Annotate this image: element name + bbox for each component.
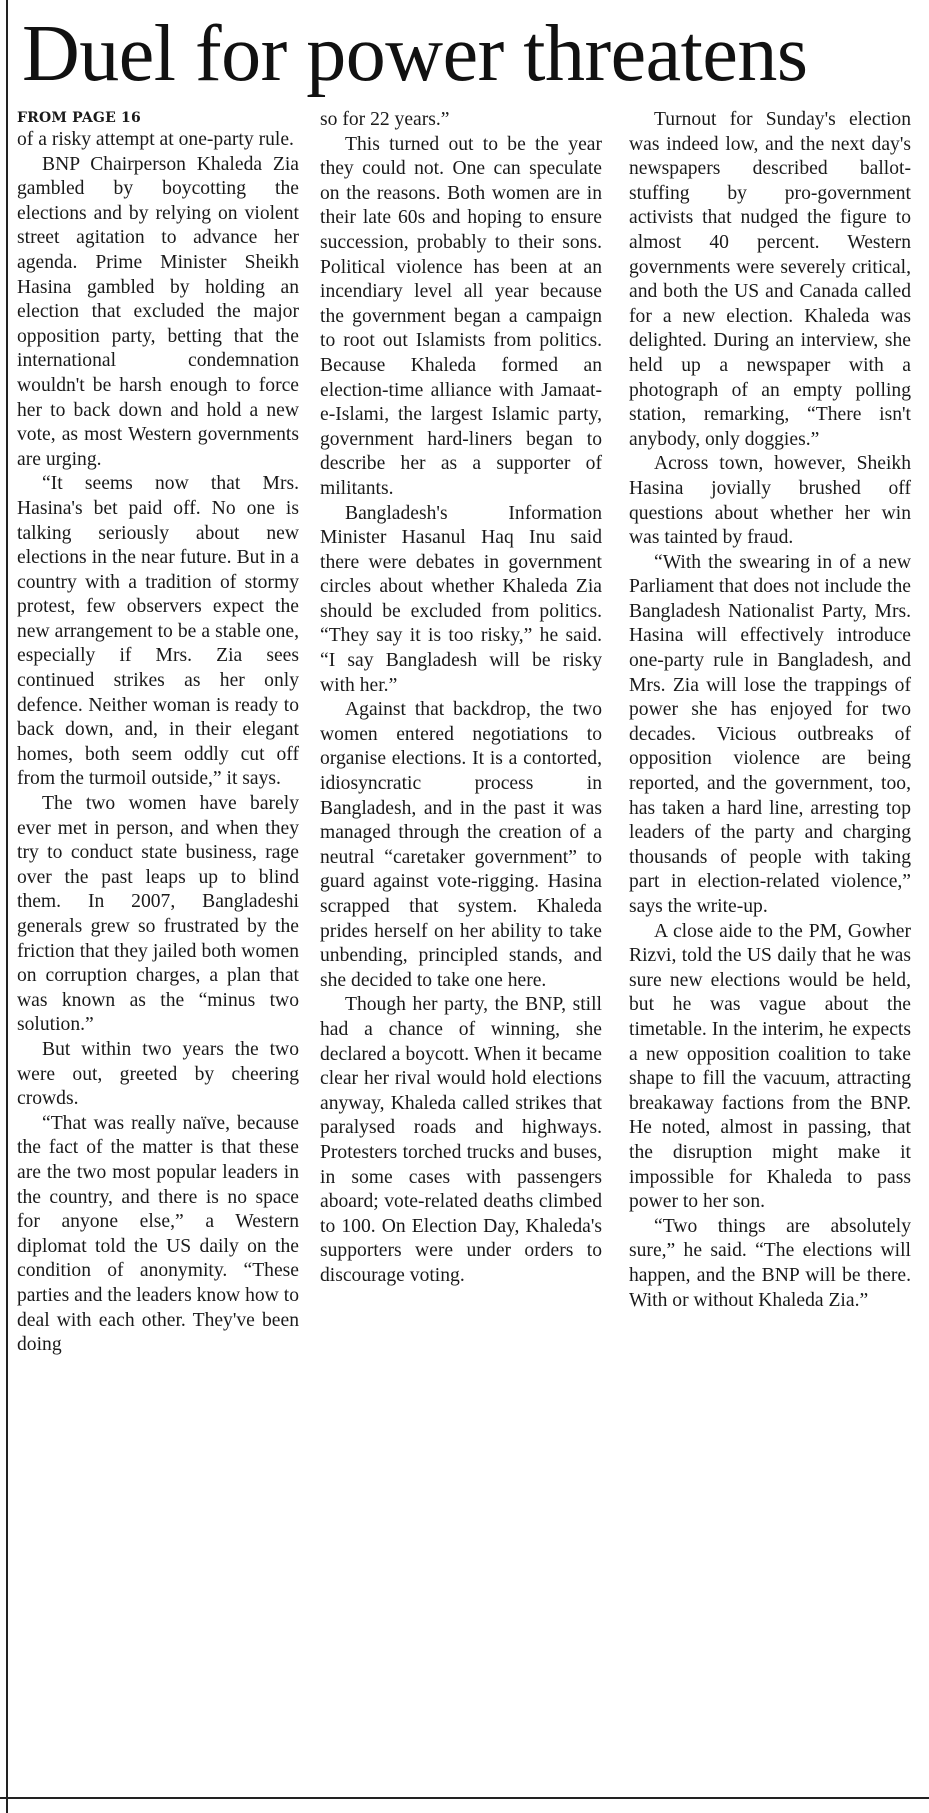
paragraph: BNP Chairperson Khaleda Zia gambled by boycotting the elections and by relying on violent street agitation to advance her agenda. Prime Minister Sheikh Hasina gambled by holding an election that excluded the major opposition party, betting that the international condemnation wouldn't be harsh enough to force her to back down and hold a new vote, as most Western governments are urging. (17, 153, 299, 470)
paragraph: “It seems now that Mrs. Hasina's bet paid off. No one is talking seriously about new elections in the near future. But in a country with a tradition of stormy protest, few observers expect the new arrangement to be a stable one, especially if Mrs. Zia sees continued strikes as her only defence. Neither woman is ready to back down, and, in their elegant homes, both seem oddly cut off from the turmoil outside,” it says. (17, 473, 299, 790)
headline: Duel for power threatens (22, 10, 808, 98)
paragraph: “Two things are absolutely sure,” he said. “The elections will happen, and the BNP will be there. With or without Khaleda Zia.” (629, 1215, 911, 1311)
paragraph: Bangladesh's Information Minister Hasanul Haq Inu said there were debates in government circles about whether Khaleda Zia should be excluded from politics. “They say it is too risky,” he said. “I say Bangladesh will be risky with her.” (320, 502, 602, 696)
paragraph: “With the swearing in of a new Parliament that does not include the Bangladesh Nationalist Party, Mrs. Hasina will effectively introduce one-party rule in Bangladesh, and Mrs. Zia will lose the trappings of power she has enjoyed for two decades. Vicious outbreaks of opposition violence are being reported, and the government, too, has taken a hard line, arresting top leaders of the party and charging thousands of people with taking part in election-related violence,” says the write-up. (629, 551, 911, 917)
jump-line: FROM PAGE 16 (17, 110, 141, 126)
paragraph: Across town, however, Sheikh Hasina jovially brushed off questions about whether her win was tainted by fraud. (629, 453, 911, 549)
paragraph: The two women have barely ever met in person, and when they try to conduct state business, rage over the past leaps up to blind them. In 2007, Bangladeshi generals grew so frustrated by the friction that they jailed both women on corruption charges, a plan that was known as the “minus two solution.” (17, 793, 299, 1036)
left-column-rule (6, 0, 8, 1813)
paragraph: of a risky attempt at one-party rule. (17, 129, 294, 150)
paragraph: “That was really naïve, because the fact of the matter is that these are the two most popular leaders in the country, and there is no space for anyone else,” a Western diplomat told the US daily on the condition of anonymity. “These parties and the leaders know how to deal with each other. They've been doing (17, 1112, 299, 1356)
bottom-rule (0, 1797, 929, 1799)
paragraph: Turnout for Sunday's election was indeed low, and the next day's newspapers described ballot-stuffing by pro-government activists that nudged the figure to almost 40 percent. Western governments were severely critical, and both the US and Canada called for a new election. Khaleda was delighted. During an interview, she held up a newspaper with a photograph of an empty polling station, remarking, “There isn't anybody, only doggies.” (629, 109, 911, 450)
paragraph: This turned out to be the year they could not. One can speculate on the reasons. Both women are in their late 60s and hoping to ensure succession, probably to their sons. Political violence has been at an incendiary level all year because the government began a campaign to root out Islamists from politics. Because Khaleda formed an election-time alliance with Jamaat-e-Islami, the largest Islamic party, government hard-liners began to describe her as a supporter of militants. (320, 133, 602, 499)
article-column-3 (629, 108, 911, 1313)
paragraph: so for 22 years.” (320, 109, 450, 130)
paragraph: Though her party, the BNP, still had a chance of winning, she declared a boycott. When it became clear her rival would hold elections anyway, Khaleda called strikes that paralysed roads and highways. Protesters torched trucks and buses, in some cases with passengers aboard; vote-related deaths climbed to 100. On Election Day, Khaleda's supporters were under orders to discourage voting. (320, 994, 602, 1286)
paragraph: A close aide to the PM, Gowher Rizvi, told the US daily that he was sure new elections would be held, but he was vague about the timetable. In the interim, he expects a new opposition coalition to take shape to fill the vacuum, attracting breakaway factions from the BNP. He noted, almost in passing, that the disruption might make it impossible for Khaleda to pass power to her son. (629, 920, 911, 1213)
article-column-2 (320, 108, 602, 1289)
paragraph: But within two years the two were out, greeted by cheering crowds. (17, 1038, 299, 1110)
paragraph: Against that backdrop, the two women entered negotiations to organise elections. It is a contorted, idiosyncratic process in Bangladesh, and in the past it was managed through the creation of a neutral “caretaker government” to guard against vote-rigging. Hasina scrapped that system. Khaleda prides herself on her ability to take unbending, principled stands, and she decided to take one here. (320, 699, 602, 991)
article-column-1 (17, 108, 299, 1358)
